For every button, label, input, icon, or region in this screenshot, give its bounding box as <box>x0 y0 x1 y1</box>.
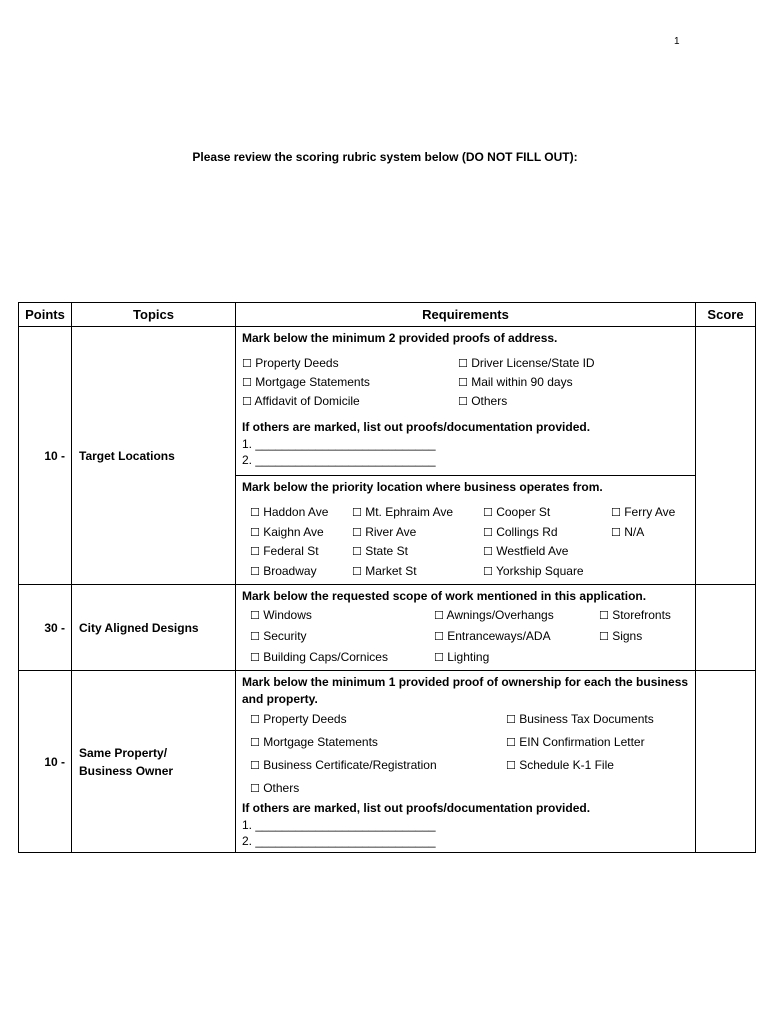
checkbox-label: Kaighn Ave <box>259 524 324 539</box>
checkbox-option <box>242 392 458 411</box>
checkbox-icon[interactable]: ☐ <box>250 736 260 749</box>
blank-line-1: 1. ___________________________ <box>242 437 436 451</box>
checkbox-label: Building Caps/Cornices <box>259 650 388 664</box>
checkbox-option <box>434 647 599 668</box>
checkbox-icon[interactable]: ☐ <box>506 759 516 772</box>
checkbox-icon[interactable]: ☐ <box>434 609 444 622</box>
checkbox-label: Cooper St <box>492 505 551 519</box>
checkbox-label: Ferry Ave <box>620 505 676 519</box>
checkbox-icon[interactable]: ☐ <box>458 395 468 408</box>
checkbox-list <box>242 708 689 800</box>
scoring-rubric-table <box>18 302 756 853</box>
header-points: Points <box>19 303 72 327</box>
checkbox-label: Mail within 90 days <box>467 375 573 389</box>
checkbox-option <box>458 392 689 411</box>
checkbox-list <box>242 605 689 668</box>
checkbox-option <box>483 523 611 543</box>
topic-cell <box>72 671 236 853</box>
checkbox-icon[interactable]: ☐ <box>483 564 493 578</box>
rubric-row-same-owner <box>19 671 756 853</box>
checkbox-icon[interactable]: ☐ <box>250 525 260 539</box>
checkbox-option <box>352 503 483 523</box>
checkbox-icon[interactable]: ☐ <box>611 506 621 519</box>
others-heading: If others are marked, list out proofs/documentation provided. <box>242 801 591 815</box>
checkbox-icon[interactable]: ☐ <box>250 713 260 726</box>
checkbox-option <box>250 605 434 626</box>
checkbox-label: Mortgage Statements <box>251 375 370 389</box>
points-cell: 10 - <box>19 327 72 585</box>
checkbox-label: Mt. Ephraim Ave <box>361 505 454 519</box>
rubric-row-city-aligned-designs <box>19 585 756 671</box>
checkbox-option <box>483 503 611 523</box>
empty-grid-cell <box>599 647 689 668</box>
checkbox-option <box>242 354 458 373</box>
checkbox-icon[interactable]: ☐ <box>434 651 444 664</box>
checkbox-icon[interactable]: ☐ <box>250 564 260 578</box>
checkbox-label: Property Deeds <box>251 356 339 370</box>
checkbox-icon[interactable]: ☐ <box>250 651 260 664</box>
header-requirements: Requirements <box>236 303 696 327</box>
checkbox-option <box>458 373 689 392</box>
checkbox-icon[interactable]: ☐ <box>250 759 260 772</box>
rubric-row-target-locations <box>19 327 756 585</box>
requirements-cell <box>236 327 696 585</box>
checkbox-icon[interactable]: ☐ <box>250 506 260 519</box>
checkbox-option <box>434 605 599 626</box>
page-number: 1 <box>674 36 680 47</box>
checkbox-icon[interactable]: ☐ <box>242 357 252 370</box>
checkbox-option <box>242 373 458 392</box>
checkbox-option <box>599 605 689 626</box>
checkbox-icon[interactable]: ☐ <box>352 564 362 578</box>
checkbox-option <box>250 731 506 754</box>
checkbox-option <box>250 562 352 582</box>
checkbox-list <box>242 503 689 581</box>
topic-line-2: Business Owner <box>79 763 174 778</box>
requirements-cell <box>236 585 696 671</box>
checkbox-icon[interactable]: ☐ <box>352 525 362 539</box>
checkbox-label: Yorkship Square <box>492 563 584 578</box>
others-heading: If others are marked, list out proofs/documentation provided. <box>242 420 591 434</box>
points-cell: 30 - <box>19 585 72 671</box>
checkbox-label: Broadway <box>259 563 317 578</box>
checkbox-icon[interactable]: ☐ <box>352 506 362 519</box>
empty-grid-cell <box>506 777 689 800</box>
header-score: Score <box>696 303 756 327</box>
checkbox-option <box>352 542 483 562</box>
checkbox-label: Security <box>259 629 307 643</box>
checkbox-label: Business Certificate/Registration <box>259 758 437 772</box>
proof-of-ownership-section <box>236 671 695 852</box>
checkbox-label: Lighting <box>443 650 490 664</box>
checkbox-option <box>599 626 689 647</box>
checkbox-label: Mortgage Statements <box>259 735 378 749</box>
checkbox-icon[interactable]: ☐ <box>506 736 516 749</box>
checkbox-label: Driver License/State ID <box>467 356 595 370</box>
checkbox-label: Affidavit of Domicile <box>251 394 360 408</box>
empty-grid-cell <box>611 562 689 582</box>
score-cell <box>696 671 756 853</box>
checkbox-label: Schedule K-1 File <box>515 758 614 772</box>
checkbox-label: Entranceways/ADA <box>443 629 551 643</box>
checkbox-label: Property Deeds <box>259 712 347 726</box>
checkbox-label: N/A <box>620 524 645 539</box>
checkbox-label: Market St <box>361 563 417 578</box>
section-heading: Mark below the requested scope of work mentioned in this application. <box>242 589 647 603</box>
score-cell <box>696 585 756 671</box>
checkbox-option <box>483 542 611 562</box>
checkbox-label: Westfield Ave <box>492 544 569 558</box>
checkbox-option <box>250 708 506 731</box>
checkbox-icon[interactable]: ☐ <box>250 630 260 643</box>
checkbox-label: Collings Rd <box>492 524 558 539</box>
checkbox-icon[interactable]: ☐ <box>599 630 609 643</box>
header-topics: Topics <box>72 303 236 327</box>
checkbox-label: River Ave <box>361 524 417 539</box>
checkbox-label: Signs <box>608 629 643 643</box>
checkbox-label: EIN Confirmation Letter <box>515 735 645 749</box>
checkbox-option <box>434 626 599 647</box>
checkbox-option <box>250 542 352 562</box>
points-cell: 10 - <box>19 671 72 853</box>
topic-line-1: Same Property/ <box>79 745 168 760</box>
section-heading: Mark below the minimum 1 provided proof of ownership for each the business and property. <box>242 675 689 706</box>
checkbox-option <box>506 754 689 777</box>
topic-cell: City Aligned Designs <box>72 585 236 671</box>
checkbox-option <box>250 503 352 523</box>
blank-line-2: 2. ___________________________ <box>242 834 436 848</box>
checkbox-icon[interactable]: ☐ <box>242 376 252 389</box>
priority-location-section <box>236 475 695 584</box>
intro-text: Please review the scoring rubric system below (DO NOT FILL OUT): <box>192 150 578 164</box>
checkbox-icon[interactable]: ☐ <box>483 545 493 558</box>
topic-cell: Target Locations <box>72 327 236 585</box>
checkbox-option <box>506 731 689 754</box>
checkbox-option <box>250 754 506 777</box>
section-heading: Mark below the minimum 2 provided proofs of address. <box>242 331 558 345</box>
checkbox-icon[interactable]: ☐ <box>352 545 362 558</box>
checkbox-label: Federal St <box>259 544 319 558</box>
blank-line-1: 1. ___________________________ <box>242 818 436 832</box>
checkbox-option <box>458 354 689 373</box>
checkbox-option <box>352 562 483 582</box>
checkbox-icon[interactable]: ☐ <box>250 609 260 622</box>
empty-grid-cell <box>611 542 689 562</box>
checkbox-option <box>250 626 434 647</box>
checkbox-option <box>250 647 434 668</box>
checkbox-icon[interactable]: ☐ <box>599 609 609 622</box>
checkbox-option <box>506 708 689 731</box>
checkbox-option <box>483 562 611 582</box>
checkbox-icon[interactable]: ☐ <box>250 545 260 558</box>
checkbox-icon[interactable]: ☐ <box>458 376 468 389</box>
header-row <box>19 303 756 327</box>
checkbox-icon[interactable]: ☐ <box>434 630 444 643</box>
checkbox-option <box>250 523 352 543</box>
checkbox-label: Storefronts <box>608 608 671 622</box>
checkbox-option <box>611 523 689 543</box>
checkbox-label: Business Tax Documents <box>515 712 654 726</box>
checkbox-icon[interactable]: ☐ <box>483 525 493 539</box>
checkbox-option <box>611 503 689 523</box>
checkbox-label: Others <box>467 394 508 408</box>
blank-line-2: 2. ___________________________ <box>242 453 436 467</box>
checkbox-label: State St <box>361 544 408 558</box>
checkbox-option <box>352 523 483 543</box>
checkbox-label: Haddon Ave <box>259 505 329 519</box>
checkbox-label: Windows <box>259 608 312 622</box>
checkbox-icon[interactable]: ☐ <box>483 506 493 519</box>
checkbox-option <box>250 777 506 800</box>
checkbox-icon[interactable]: ☐ <box>506 713 516 726</box>
checkbox-icon[interactable]: ☐ <box>242 395 252 408</box>
section-heading: Mark below the priority location where business operates from. <box>242 480 603 494</box>
scope-of-work-section <box>236 585 695 670</box>
score-cell <box>696 327 756 585</box>
checkbox-label: Others <box>259 781 300 795</box>
checkbox-icon[interactable]: ☐ <box>611 525 621 539</box>
checkbox-icon[interactable]: ☐ <box>250 782 260 795</box>
checkbox-list <box>242 354 689 411</box>
checkbox-label: Awnings/Overhangs <box>443 608 554 622</box>
checkbox-icon[interactable]: ☐ <box>458 357 468 370</box>
proof-of-address-section <box>236 327 695 475</box>
requirements-cell <box>236 671 696 853</box>
